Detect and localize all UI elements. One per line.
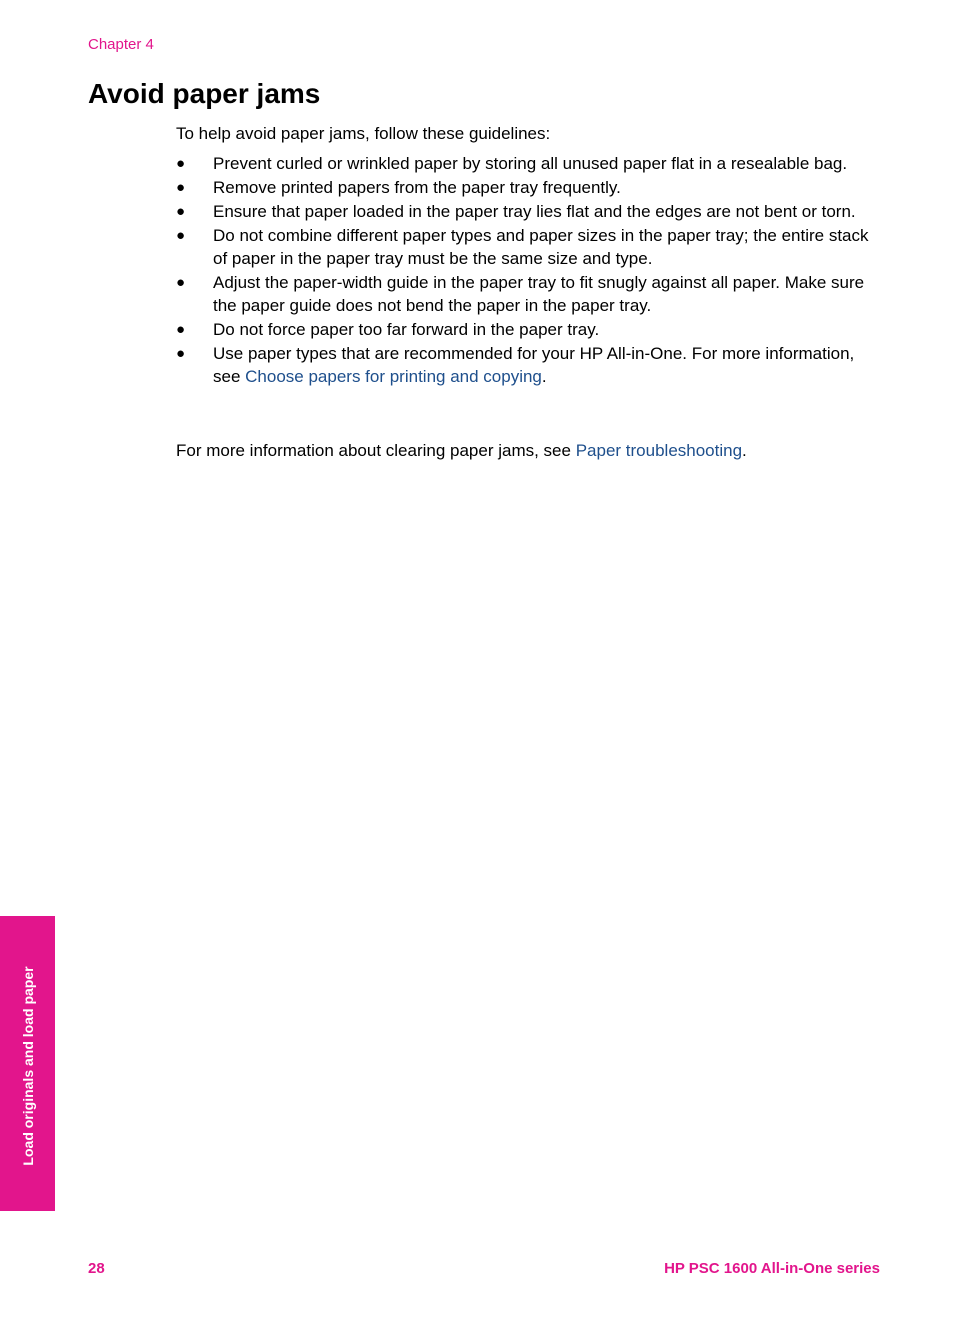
bullet-icon: ● (176, 274, 186, 291)
list-item-text: Do not force paper too far forward in the paper tray. (213, 320, 600, 339)
intro-text: To help avoid paper jams, follow these guidelines: (176, 124, 551, 143)
bullet-icon: ● (176, 179, 186, 196)
list-item-text: Adjust the paper-width guide in the paper tray to fit snugly against all paper. Make sure the paper guide does not bend the paper in the paper tray. (213, 273, 865, 315)
list-item-text: Prevent curled or wrinkled paper by storing all unused paper flat in a resealable bag. (213, 154, 848, 173)
side-tab-label: Load originals and load paper (20, 966, 36, 1166)
more-info-suffix: . (742, 441, 747, 460)
list-item-text: Remove printed papers from the paper tray frequently. (213, 178, 621, 197)
chapter-side-tab (0, 916, 55, 1211)
list-item (176, 176, 881, 199)
bullet-icon: ● (176, 155, 186, 172)
list-item-text: Ensure that paper loaded in the paper tray lies flat and the edges are not bent or torn. (213, 202, 856, 221)
paper-troubleshooting-link[interactable]: Paper troubleshooting (575, 441, 743, 460)
list-item (176, 271, 881, 317)
list-item (176, 224, 881, 270)
product-series: HP PSC 1600 All-in-One series (664, 1260, 880, 1277)
list-item (176, 152, 881, 175)
choose-papers-link[interactable]: Choose papers for printing and copying (245, 367, 542, 386)
bullet-icon: ● (176, 203, 186, 220)
bullet-icon: ● (176, 321, 186, 338)
list-item (176, 318, 881, 341)
page-number: 28 (88, 1260, 105, 1277)
bullet-icon: ● (176, 345, 186, 362)
bullet-icon: ● (176, 227, 186, 244)
list-item-text: Do not combine different paper types and paper sizes in the paper tray; the entire stack of paper in the paper tray must be the same size and type. (213, 226, 869, 268)
more-info-prefix: For more information about clearing paper jams, see (176, 441, 576, 460)
list-item-suffix: . (541, 367, 547, 386)
page-title: Avoid paper jams (88, 78, 321, 109)
guidelines-list (176, 152, 881, 389)
list-item (176, 342, 881, 388)
chapter-label: Chapter 4 (88, 36, 154, 53)
more-info-text (176, 440, 747, 462)
list-item (176, 200, 881, 223)
list-item-text: Use paper types that are recommended for your HP All-in-One. For more information, see (213, 344, 855, 386)
